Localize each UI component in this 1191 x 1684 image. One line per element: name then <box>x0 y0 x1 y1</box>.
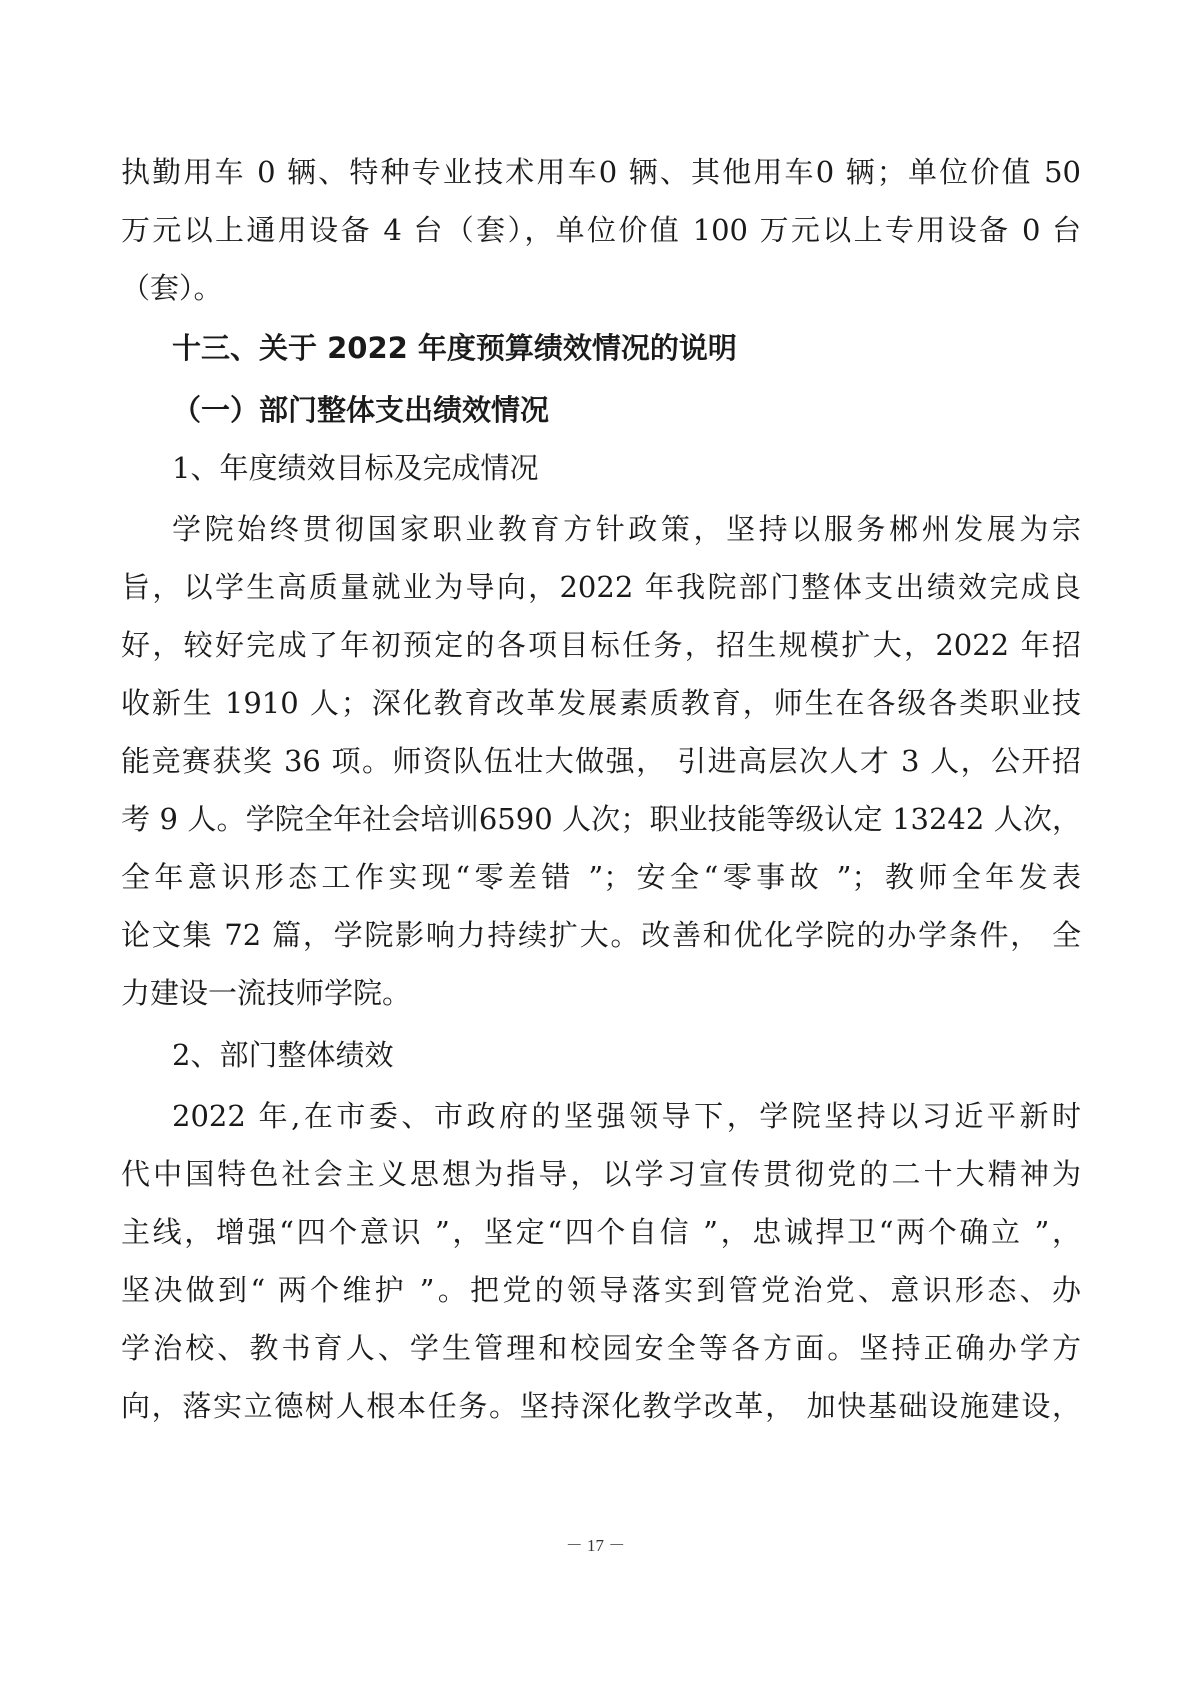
paragraph-line: 好，较好完成了年初预定的各项目标任务，招生规模扩大，2022 年招 <box>121 628 1081 662</box>
page-number: － 17 － <box>565 1536 626 1555</box>
paragraph-line: 学院始终贯彻国家职业教育方针政策，坚持以服务郴州发展为宗 <box>172 512 1081 546</box>
paragraph-line: 收新生 1910 人；深化教育改革发展素质教育，师生在各级各类职业技 <box>121 686 1081 720</box>
paragraph-line: 力建设一流技师学院。 <box>121 976 412 1010</box>
paragraph-line: 学治校、教书育人、学生管理和校园安全等各方面。坚持正确办学方 <box>121 1331 1081 1365</box>
paragraph-line: 代中国特色社会主义思想为指导，以学习宣传贯彻党的二十大精神为 <box>121 1157 1081 1191</box>
paragraph-line: 主线，增强“四个意识 ”，坚定“四个自信 ”，忠诚捍卫“两个确立 ”， <box>121 1215 1081 1249</box>
paragraph-line: 旨，以学生高质量就业为导向，2022 年我院部门整体支出绩效完成良 <box>121 570 1081 604</box>
paragraph-line: 2022 年,在市委、市政府的坚强领导下，学院坚持以习近平新时 <box>172 1099 1081 1133</box>
section-heading: 十三、关于 2022 年度预算绩效情况的说明 <box>172 331 737 365</box>
paragraph-line: 万元以上通用设备 4 台（套），单位价值 100 万元以上专用设备 0 台 <box>121 213 1081 247</box>
item-title: 2、部门整体绩效 <box>172 1038 394 1072</box>
paragraph-line: （套）。 <box>121 271 223 305</box>
paragraph-line: 坚决做到“ 两个维护 ”。把党的领导落实到管党治党、意识形态、办 <box>121 1273 1081 1307</box>
subsection-heading: （一）部门整体支出绩效情况 <box>172 393 550 427</box>
paragraph-line: 执勤用车 0 辆、特种专业技术用车0 辆、其他用车0 辆；单位价值 50 <box>121 155 1081 189</box>
paragraph-line: 全年意识形态工作实现“零差错 ”；安全“零事故 ”；教师全年发表 <box>121 860 1081 894</box>
paragraph-line: 考 9 人。学院全年社会培训6590 人次；职业技能等级认定 13242 人次， <box>121 802 1081 836</box>
item-title: 1、年度绩效目标及完成情况 <box>172 451 539 485</box>
paragraph-line: 论文集 72 篇，学院影响力持续扩大。改善和优化学院的办学条件， 全 <box>121 918 1081 952</box>
paragraph-line: 能竞赛获奖 36 项。师资队伍壮大做强， 引进高层次人才 3 人，公开招 <box>121 744 1081 778</box>
paragraph-line: 向，落实立德树人根本任务。坚持深化教学改革， 加快基础设施建设， <box>121 1389 1081 1423</box>
